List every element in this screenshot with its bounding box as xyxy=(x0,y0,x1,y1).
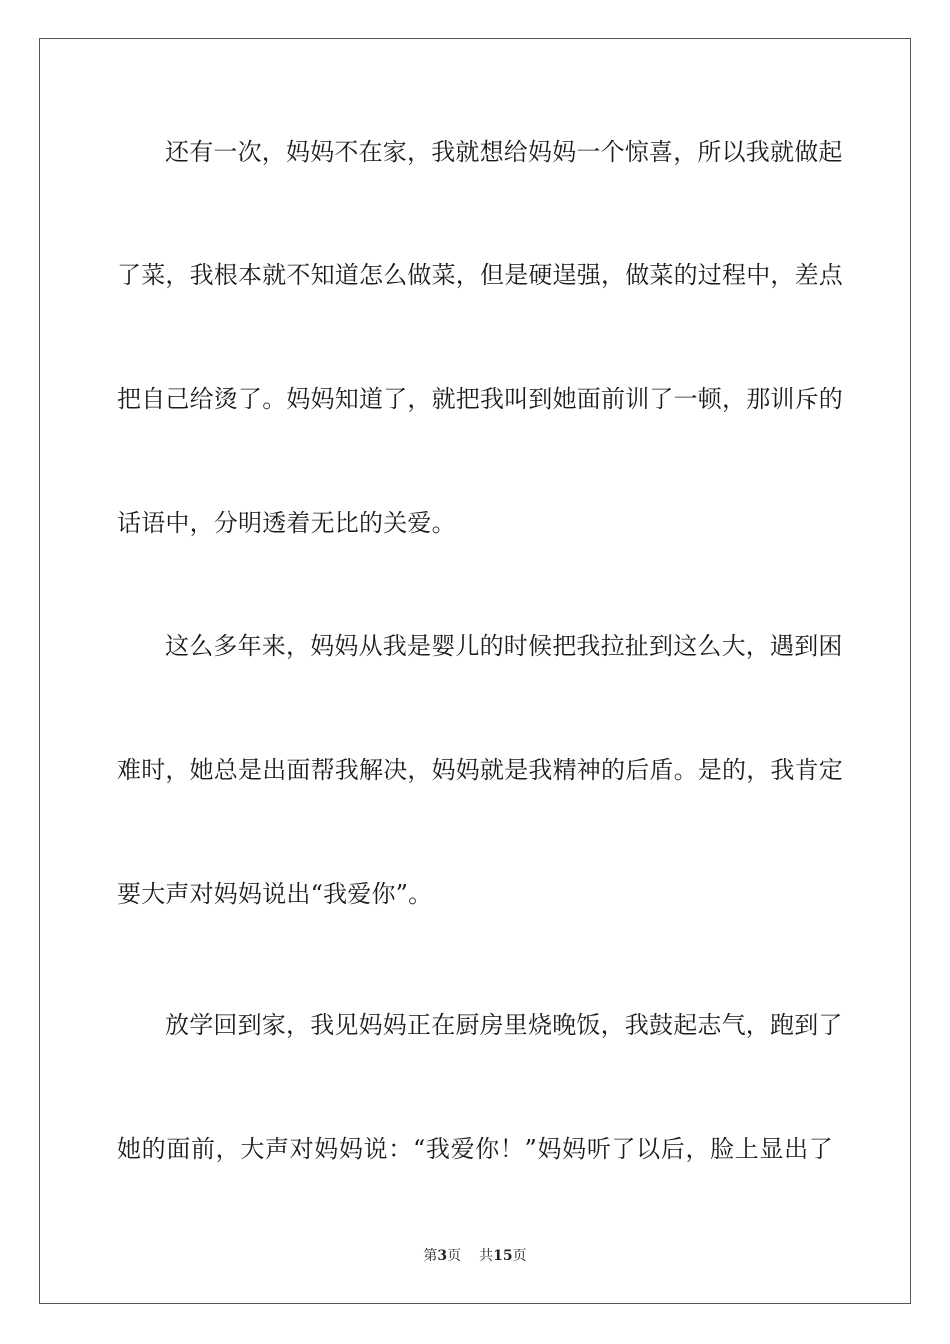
paragraph-line: 话语中，分明透着无比的关爱。 xyxy=(117,509,456,537)
page-frame xyxy=(39,38,911,1304)
paragraph-line: 还有一次，妈妈不在家，我就想给妈妈一个惊喜，所以我就做起 xyxy=(165,138,843,166)
page-number: 3 xyxy=(437,1248,448,1264)
paragraph-line: 难时，她总是出面帮我解决，妈妈就是我精神的后盾。是的，我肯定 xyxy=(117,756,843,784)
total-suffix: 页 xyxy=(512,1248,527,1264)
page-suffix: 页 xyxy=(447,1248,462,1264)
paragraph-line: 她的面前，大声对妈妈说：“我爱你！”妈妈听了以后，脸上显出了 xyxy=(117,1135,833,1163)
page-footer xyxy=(0,1247,950,1265)
paragraph-line: 放学回到家，我见妈妈正在厨房里烧晚饭，我鼓起志气，跑到了 xyxy=(165,1011,843,1039)
paragraph-line: 这么多年来，妈妈从我是婴儿的时候把我拉扯到这么大，遇到困 xyxy=(165,632,843,660)
page-prefix: 第 xyxy=(423,1248,438,1264)
total-pages: 15 xyxy=(493,1248,513,1264)
paragraph-line: 了菜，我根本就不知道怎么做菜，但是硬逞强，做菜的过程中，差点 xyxy=(117,261,843,289)
paragraph-line: 要大声对妈妈说出“我爱你”。 xyxy=(117,880,433,908)
paragraph-line: 把自己给烫了。妈妈知道了，就把我叫到她面前训了一顿，那训斥的 xyxy=(117,385,843,413)
total-prefix: 共 xyxy=(479,1248,494,1264)
